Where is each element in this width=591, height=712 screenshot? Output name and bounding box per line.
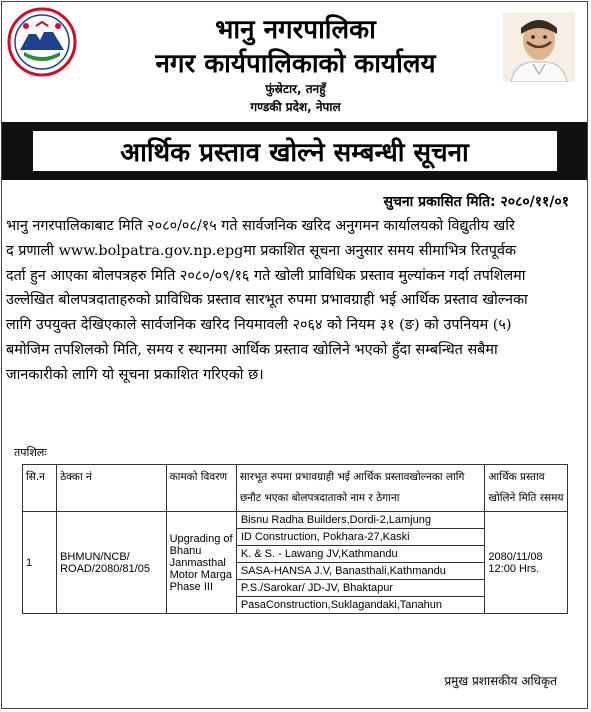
row-contract-no: BHMUN/NCB/ ROAD/2080/81/05 — [57, 512, 167, 614]
bidder-item: K. & S. - Lawang JV,Kathmandu — [237, 546, 485, 563]
bidder-item: Bisnu Radha Builders,Dordi-2,Lamjung — [237, 512, 485, 529]
bidder-item: P.S./Sarokar/ JD-JV, Bhaktapur — [237, 580, 485, 597]
body-line: द प्रणाली www.bolpatra.gov.np.epgमा प्रकाशित सूचना अनुसार समय सीमाभित्र रितपूर्वक — [6, 242, 517, 259]
header-contract-no: ठेक्का नं — [57, 465, 167, 512]
body-line: बमोजिम तपशिलको मिति, समय र स्थानमा आर्थिक प्रस्ताव खोलिने भएको हुँदा सम्बन्धित सबैमा — [6, 341, 498, 358]
body-line: दर्ता हुन आएका बोलपत्रहरु मिति २०८०/०९/१६ गते खोली प्राविधिक प्रस्ताव मुल्यांकन गर्दा तपशिलमा — [6, 267, 526, 284]
signature-title: प्रमुख प्रशासकीय अधिकृत — [444, 674, 557, 688]
body-line: लागि उपयुक्त देखिएकाले सार्वजनिक खरिद नियमावली २०६४ को नियम ३१ (ङ) को उपनियम (५) — [6, 317, 512, 334]
address-line-2: गण्डकी प्रदेश, नेपाल — [250, 100, 341, 114]
header-bidders: सारभूत रुपमा प्रभावग्राही भई आर्थिक प्रस्तावखोल्नका लागि छनौट भएका बोलपत्रदाताको नाम र ठेगाना — [236, 465, 485, 512]
details-label: तपशिलः — [14, 446, 47, 459]
notice-banner — [2, 122, 587, 180]
opening-time: 12:00 Hrs. — [488, 562, 540, 575]
published-date: सुचना प्रकासित मिति: २०८०/११/०१ — [383, 194, 569, 210]
office-name: नगर कार्यपालिकाको कार्यालय — [155, 49, 436, 79]
body-line: भानु नगरपालिकाबाट मिति २०८०/०८/१५ गते सार्वजनिक खरिद अनुगमन कार्यालयको विद्युतीय खरि — [6, 218, 515, 234]
row-opening — [485, 512, 568, 614]
bidders-table — [22, 464, 568, 614]
notice-body — [6, 214, 582, 388]
notice-title: आर्थिक प्रस्ताव खोल्ने सम्बन्धी सूचना — [33, 131, 557, 171]
table-row — [23, 512, 568, 614]
address-line-1: फुंस्रेटार, तनहुँ — [265, 82, 326, 96]
row-bidders — [236, 512, 485, 614]
row-work-desc: Upgrading of Bhanu Janmasthal Motor Marga Phase III — [166, 512, 236, 614]
body-line: जानकारीको लागि यो सूचना प्रकाशित गरिएको छ। — [6, 366, 264, 383]
bidder-item: PasaConstruction,Suklagandaki,Tanahun — [240, 599, 443, 611]
municipality-name: भानु नगरपालिका — [215, 15, 376, 45]
body-line: उल्लेखित बोलपत्रदाताहरुको प्राविधिक प्रस्ताव सारभूत रुपमा प्रभावग्राही भई आर्थिक प्रस्ताव खोल्नका — [6, 292, 528, 309]
table-header-row — [23, 465, 568, 512]
row-sn: 1 — [23, 512, 57, 614]
bidder-item: SASA-HANSA J.V, Banasthali,Kathmandu — [237, 563, 485, 580]
header-opening: आर्थिक प्रस्ताव खोलिने मिति रसमय — [485, 465, 568, 512]
header-work-desc: कामको विवरण — [166, 465, 236, 512]
opening-date: 2080/11/08 — [488, 550, 543, 563]
header-sn: सि.न — [23, 465, 57, 512]
bidder-item: ID Construction, Pokhara-27,Kaski — [237, 529, 485, 546]
